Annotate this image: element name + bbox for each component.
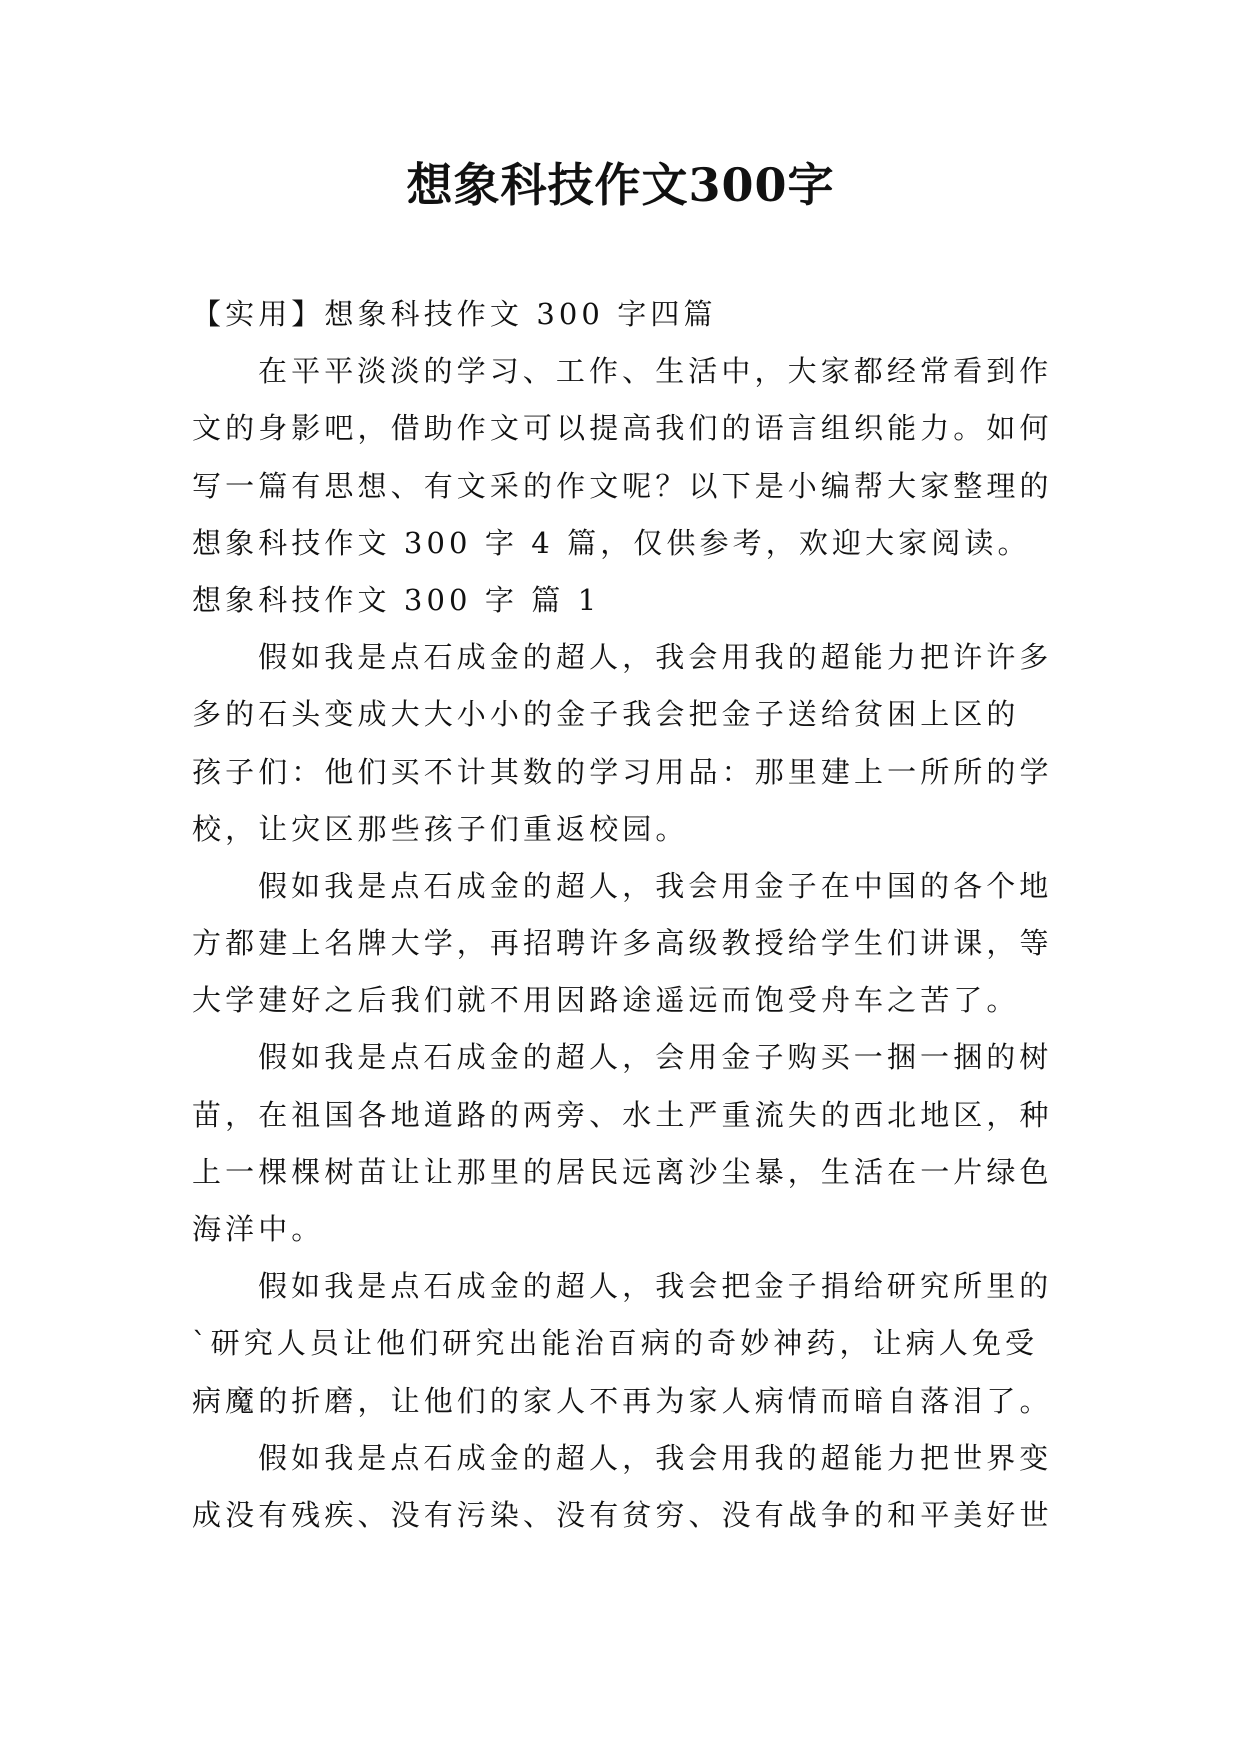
text-line: 假如我是点石成金的超人，我会用我的超能力把世界变 [258, 1440, 1053, 1475]
text-line: 大学建好之后我们就不用因路途遥远而饱受舟车之苦了。 [192, 983, 1020, 1018]
text-line: 写一篇有思想、有文采的作文呢？以下是小编帮大家整理的 [192, 468, 1053, 503]
text-line: 成没有残疾、没有污染、没有贫穷、没有战争的和平美好世 [192, 1497, 1053, 1532]
text-line: 海洋中。 [192, 1212, 325, 1246]
text-line: 想象科技作文 300 字 篇 1 [192, 582, 601, 617]
text-line: 在平平淡淡的学习、工作、生活中，大家都经常看到作 [258, 354, 1053, 389]
text-line: 孩子们：他们买不计其数的学习用品：那里建上一所所的学 [192, 754, 1053, 789]
text-line: 上一棵棵树苗让让那里的居民远离沙尘暴，生活在一片绿色 [192, 1154, 1053, 1189]
text-line: 文的身影吧，借助作文可以提高我们的语言组织能力。如何 [192, 411, 1053, 446]
text-line: 病魔的折磨，让他们的家人不再为家人病情而暗自落泪了。 [192, 1383, 1053, 1418]
text-line: 假如我是点石成金的超人，我会用我的超能力把许许多 [258, 640, 1053, 675]
text-line: 【实用】想象科技作文 300 字四篇 [192, 297, 717, 331]
text-line: 校，让灾区那些孩子们重返校园。 [192, 811, 689, 846]
text-line: 多的石头变成大大小小的金子我会把金子送给贫困上区的 [192, 697, 1020, 732]
text-line: 假如我是点石成金的超人，会用金子购买一捆一捆的树 [258, 1040, 1053, 1075]
text-line: 苗，在祖国各地道路的两旁、水土严重流失的西北地区，种 [192, 1097, 1053, 1132]
text-line: 假如我是点石成金的超人，我会用金子在中国的各个地 [258, 868, 1053, 903]
text-line: 想象科技作文 300 字 4 篇，仅供参考，欢迎大家阅读。 [192, 525, 1031, 560]
text-line: `研究人员让他们研究出能治百病的奇妙神药，让病人免受 [192, 1326, 1039, 1361]
text-line: 假如我是点石成金的超人，我会把金子捐给研究所里的 [258, 1269, 1053, 1304]
document-title: 想象科技作文300字 [406, 158, 835, 212]
text-line: 方都建上名牌大学，再招聘许多高级教授给学生们讲课，等 [192, 926, 1053, 961]
document-body [192, 286, 1064, 1544]
